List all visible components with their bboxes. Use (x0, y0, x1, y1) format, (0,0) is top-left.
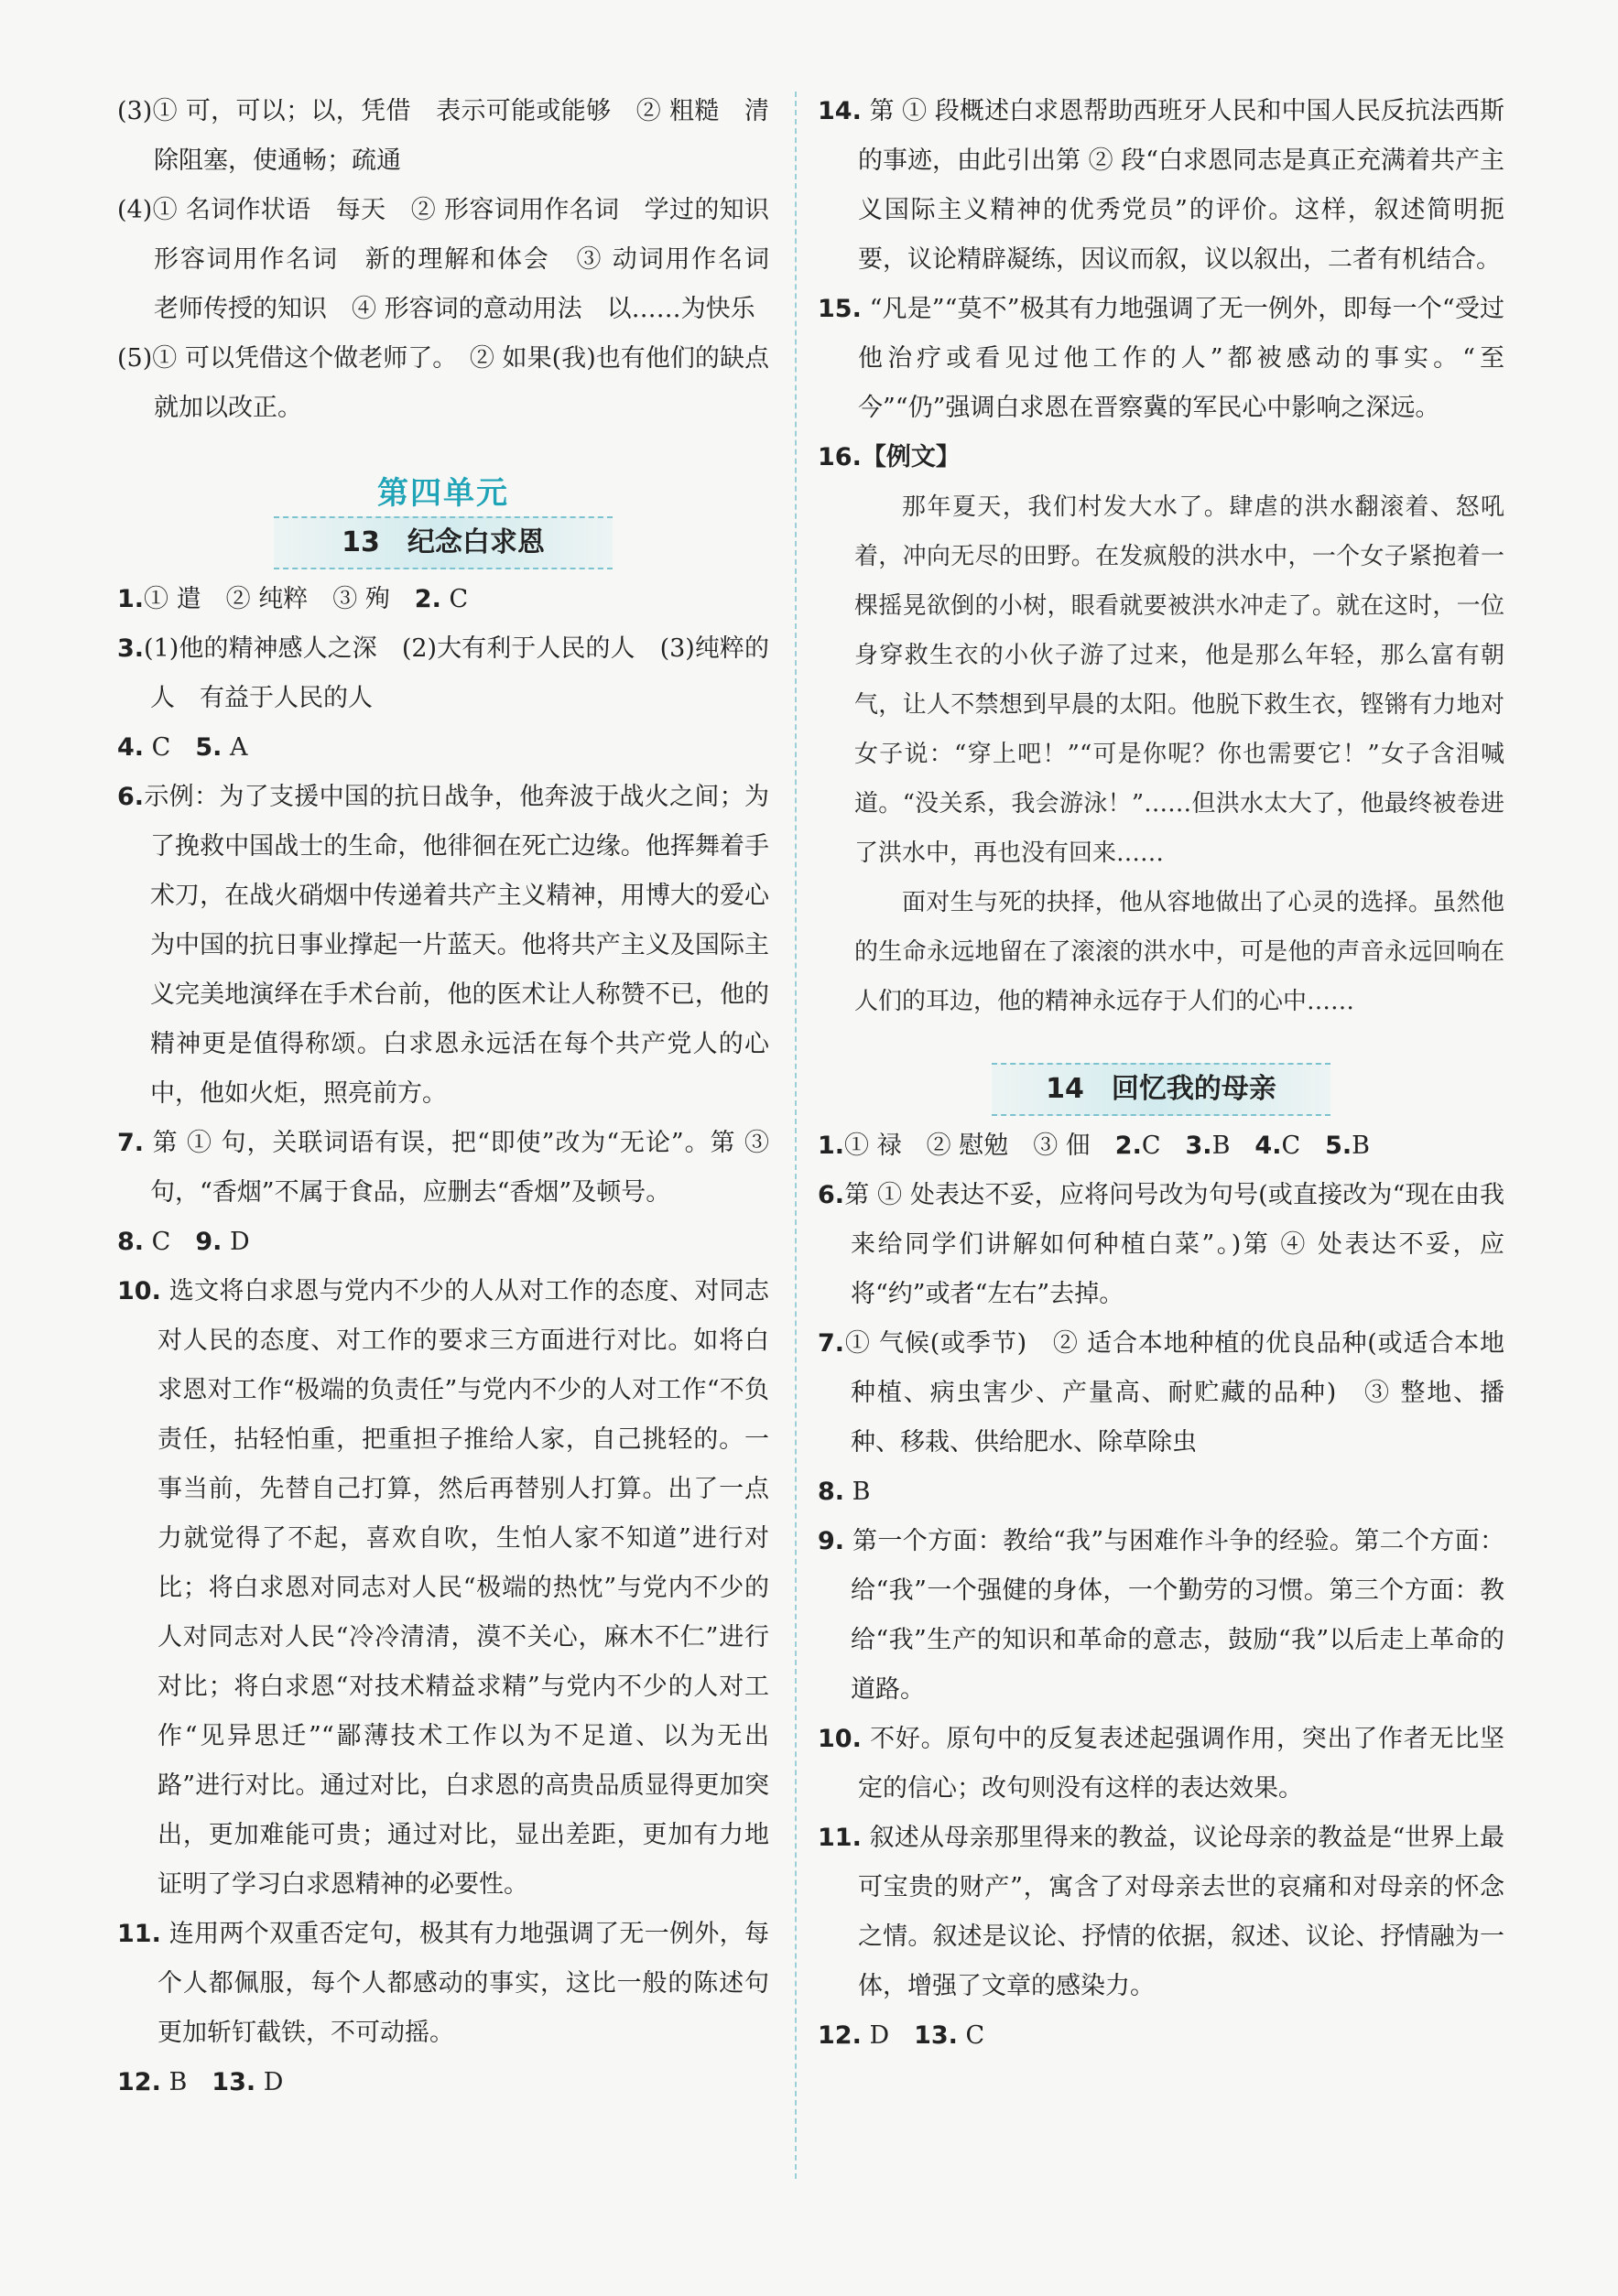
answer-item: 11. 叙述从母亲那里得来的教益，议论母亲的教益是“世界上最可宝贵的财产”，寓含了对母亲去世的哀痛和对母亲的怀念之情。叙述是议论、抒情的依据，叙述、议论、抒情融为一体，增强了文章的感染力。 (818, 1824, 1504, 2000)
answer-item: 11. 连用两个双重否定句，极其有力地强调了无一例外，每个人都佩服，每个人都感动的事实，这比一般的陈述句更加斩钉截铁，不可动摇。 (117, 1920, 769, 2047)
answer-item: 15. “凡是”“莫不”极其有力地强调了无一例外，即每一个“受过他治疗或看见过他工作的人”都被感动的事实。“至今”“仍”强调白求恩在晋察冀的军民心中影响之深远。 (818, 295, 1504, 422)
example-heading: 16.【例文】 (818, 443, 961, 471)
unit-title: 第四单元 (377, 475, 509, 512)
answer-4: (4)① 名词作状语 每天 ② 形容词用作名词 学过的知识 形容词用作名词 新的理解和体会 ③ 动词用作名词 老师传授的知识 ④ 形容词的意动用法 以……为快乐 (117, 196, 794, 323)
answer-item: 8. B (818, 1478, 871, 1506)
lesson-13-title: 13 纪念白求恩 (274, 516, 613, 569)
left-column (117, 87, 794, 2107)
lesson-14-title: 14 回忆我的母亲 (992, 1063, 1330, 1116)
answer-item: 4. C 5. A (117, 733, 248, 762)
answer-item: 9. 第一个方面：教给“我”与困难作斗争的经验。第二个方面：给“我”一个强健的身体，一个勤劳的习惯。第三个方面：教给“我”生产的知识和革命的意志，鼓励“我”以后走上革命的道路。 (818, 1527, 1504, 1704)
answer-item: 12. B 13. D (117, 2068, 284, 2096)
answer-5: (5)① 可以凭借这个做老师了。 ② 如果(我)也有他们的缺点就加以改正。 (117, 344, 769, 422)
answer-item: 7.① 气候(或季节) ② 适合本地种植的优良品种(或适合本地种植、病虫害少、产量高、耐贮藏的品种) ③ 整地、播种、移栽、供给肥水、除草除虫 (818, 1329, 1504, 1457)
answer-3: (3)① 可，可以；以，凭借 表示可能或能够 ② 粗糙 清除阻塞，使通畅；疏通 (117, 97, 769, 175)
column-divider (795, 92, 797, 2179)
answer-item: 3.(1)他的精神感人之深 (2)大有利于人民的人 (3)纯粹的人 有益于人民的人 (117, 634, 769, 712)
answer-item: 6.第 ① 处表达不妥，应将问号改为句号(或直接改为“现在由我来给同学们讲解如何种植白菜”。)第 ④ 处表达不妥，应将“约”或者“左右”去掉。 (818, 1181, 1504, 1308)
answer-item: 12. D 13. C (818, 2021, 985, 2050)
answer-item: 6.示例：为了支援中国的抗日战争，他奔波于战火之间；为了挽救中国战士的生命，他徘徊在死亡边缘。他挥舞着手术刀，在战火硝烟中传递着共产主义精神，用博大的爱心为中国的抗日事业撑起一片蓝天。他将共产主义及国际主义完美地演绎在手术台前，他的医术让人称赞不已，他的精神更是值得称颂。白求恩永远活在每个共产党人的心中，他如火炬，照亮前方。 (117, 783, 769, 1108)
answer-item: 10. 不好。原句中的反复表述起强调作用，突出了作者无比坚定的信心；改句则没有这样的表达效果。 (818, 1725, 1504, 1803)
answer-item: 7. 第 ① 句，关联词语有误，把“即使”改为“无论”。第 ③ 句，“香烟”不属于食品，应删去“香烟”及顿号。 (117, 1129, 777, 1207)
essay-paragraph-1: 那年夏天，我们村发大水了。肆虐的洪水翻滚着、怒吼着，冲向无尽的田野。在发疯般的洪水中，一个女子紧抱着一棵摇晃欲倒的小树，眼看就要被洪水冲走了。就在这时，一位身穿救生衣的小伙子游了过来，他是那么年轻，那么富有朝气，让人不禁想到早晨的太阳。他脱下救生衣，铿锵有力地对女子说：“穿上吧！”“可是你呢？你也需要它！”女子含泪喊道。“没关系，我会游泳！”……但洪水太大了，他最终被卷进了洪水中，再也没有回来…… (854, 493, 1504, 867)
answer-item: 1.① 禄 ② 慰勉 ③ 佃 2.C 3.B 4.C 5.B (818, 1132, 1371, 1160)
answer-item: 8. C 9. D (117, 1228, 250, 1256)
answer-item: 1.① 遣 ② 纯粹 ③ 殉 2. C (117, 585, 469, 613)
right-column (818, 87, 1504, 2061)
answer-item: 14. 第 ① 段概述白求恩帮助西班牙人民和中国人民反抗法西斯的事迹，由此引出第 ② 段“白求恩同志是真正充满着共产主义国际主义精神的优秀党员”的评价。这样，叙述简明扼要，议论精辟凝练，因议而叙，议以叙出，二者有机结合。 (818, 97, 1504, 274)
essay-paragraph-2: 面对生与死的抉择，他从容地做出了心灵的选择。虽然他的生命永远地留在了滚滚的洪水中，可是他的声音永远回响在人们的耳边，他的精神永远存于人们的心中…… (854, 889, 1504, 1015)
answer-item: 10. 选文将白求恩与党内不少的人从对工作的态度、对同志对人民的态度、对工作的要求三方面进行对比。如将白求恩对工作“极端的负责任”与党内不少的人对工作“不负责任，拈轻怕重，把重担子推给人家，自己挑轻的。一事当前，先替自己打算，然后再替别人打算。出了一点力就觉得了不起，喜欢自吹，生怕人家不知道”进行对比；将白求恩对同志对人民“极端的热忱”与党内不少的人对同志对人民“冷冷清清，漠不关心，麻木不仁”进行对比；将白求恩“对技术精益求精”与党内不少的人对工作“见异思迁”“鄙薄技术工作以为不足道、以为无出路”进行对比。通过对比，白求恩的高贵品质显得更加突出，更加难能可贵；通过对比，显出差距，更加有力地证明了学习白求恩精神的必要性。 (117, 1277, 769, 1899)
